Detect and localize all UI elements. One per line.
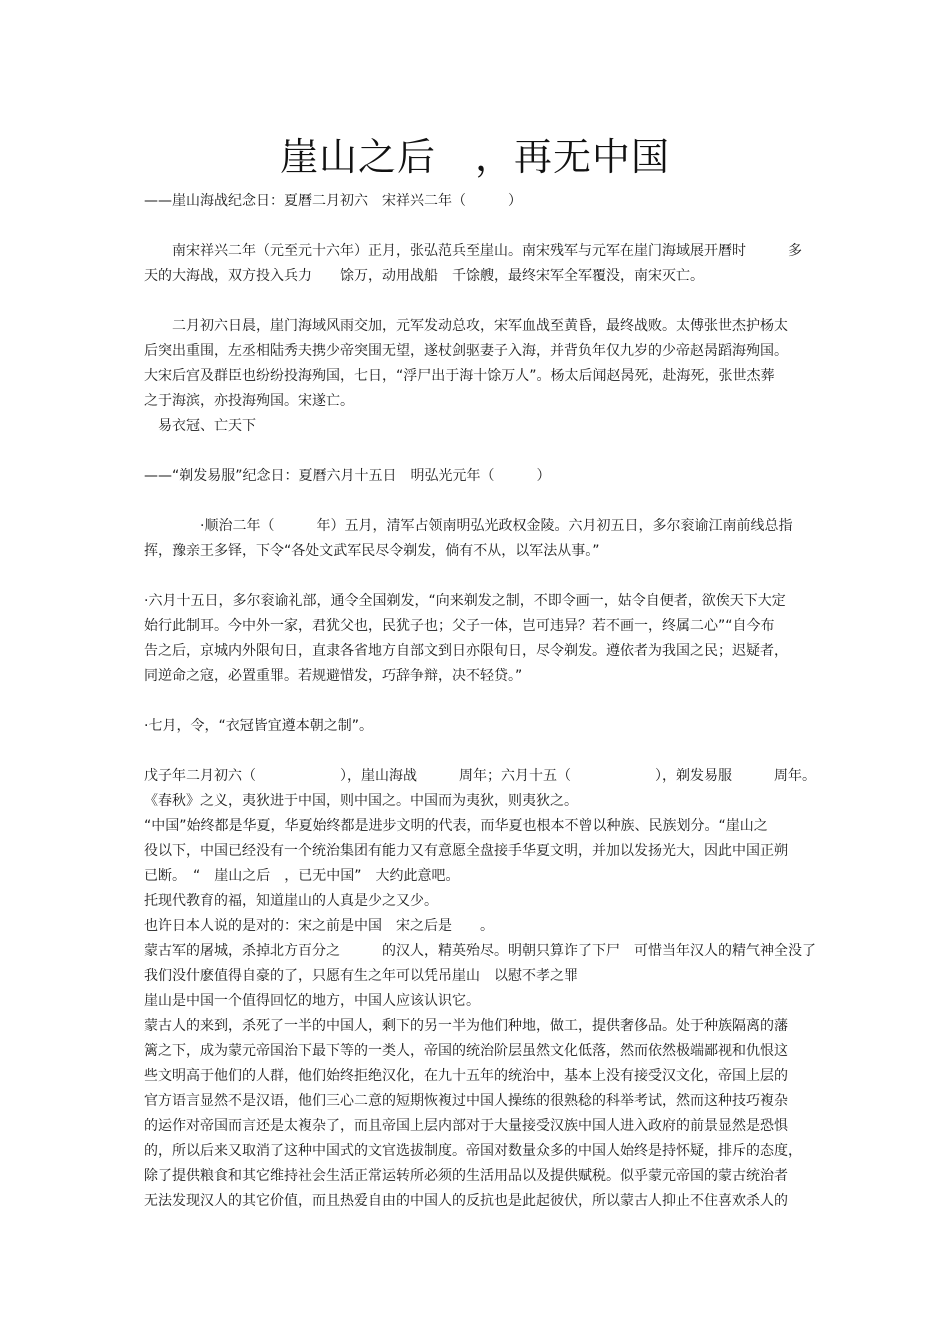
text-line: 役以下，中国已经没有一个统治集团有能力又有意愿全盘接手华夏文明，并加以发扬光大，因此中国正朔 xyxy=(144,843,788,859)
text-line: 之于海滨，亦投海殉国。宋遂亡。 xyxy=(144,393,354,409)
text-line: 告之后，京城内外限旬日，直隶各省地方自部文到日亦限旬日，尽令剃发。遵依者为我国之民；迟疑者， xyxy=(144,643,788,659)
text-line: 同逆命之寇，必置重罪。若规避惜发，巧辞争辩，决不轻贷。” xyxy=(144,668,523,684)
text-line: 挥，豫亲王多铎，下令“各处文武军民尽令剃发，倘有不从，以军法从事。” xyxy=(144,543,600,559)
text-line: ——“剃发易服”纪念日：夏曆六月十五日 明弘光元年（ ） xyxy=(144,468,551,484)
text-line: 无法发现汉人的其它价值，而且热爱自由的中国人的反抗也是此起彼伏，所以蒙古人抑止不住喜欢杀人的 xyxy=(144,1193,788,1209)
text-line: 始行此制耳。今中外一家，君犹父也，民犹子也；父子一体，岂可违异？若不画一，终属二心”“自今布 xyxy=(144,618,775,634)
text-line: 已断。 “ 崖山之后 ，已无中国” 大约此意吧。 xyxy=(144,868,460,884)
text-line: 我们没什麽值得自豪的了，只愿有生之年可以凭吊崖山 以慰不孝之罪 xyxy=(144,968,578,984)
text-line: ——崖山海战纪念日：夏曆二月初六 宋祥兴二年（ ） xyxy=(144,193,522,209)
text-line: 官方语言显然不是汉语，他们三心二意的短期恢複过中国人操练的很熟稔的科举考试，然而这种技巧複杂 xyxy=(144,1093,788,1109)
text-line: 后突出重围，左丞相陆秀夫携少帝突围无望，遂杖剑驱妻子入海，并背负年仅九岁的少帝赵昺蹈海殉国。 xyxy=(144,343,788,359)
text-line: 二月初六日晨，崖门海域风雨交加，元军发动总攻，宋军血战至黄昏，最终战败。太傅张世杰护杨太 xyxy=(144,318,788,334)
text-line: 蒙古人的来到，杀死了一半的中国人，剩下的另一半为他们种地，做工，提供奢侈品。处于种族隔离的藩 xyxy=(144,1018,788,1034)
text-line: 篱之下，成为蒙元帝国治下最下等的一类人，帝国的统治阶层虽然文化低落，然而依然极端鄙视和仇恨这 xyxy=(144,1043,788,1059)
text-line: “中国”始终都是华夏，华夏始终都是进步文明的代表，而华夏也根本不曾以种族、民族划分。“崖山之 xyxy=(144,818,768,834)
text-line: 《春秋》之义，夷狄进于中国，则中国之。中国而为夷狄，则夷狄之。 xyxy=(144,793,578,809)
text-line: 天的大海战，双方投入兵力 馀万，动用战船 千馀艘，最终宋军全军覆没，南宋灭亡。 xyxy=(144,268,704,284)
text-line: 崖山是中国一个值得回忆的地方，中国人应该认识它。 xyxy=(144,993,480,1009)
section-heading: 易衣冠、亡天下 xyxy=(144,418,256,434)
text-line: 托现代教育的福，知道崖山的人真是少之又少。 xyxy=(144,893,438,909)
text-line: ·七月，令，“衣冠皆宜遵本朝之制”。 xyxy=(144,718,373,734)
text-line: 些文明高于他们的人群，他们始终拒绝汉化，在九十五年的统治中，基本上没有接受汉文化，帝国上层的 xyxy=(144,1068,788,1084)
text-line: 南宋祥兴二年（元至元十六年）正月，张弘范兵至崖山。南宋残军与元军在崖门海域展开曆时 多 xyxy=(144,243,802,259)
text-line: 大宋后宫及群臣也纷纷投海殉国，七日，“浮尸出于海十馀万人”。杨太后闻赵昺死，赴海死，张世杰葬 xyxy=(144,368,775,384)
document-title: 崖山之后 ，再无中国 xyxy=(279,135,670,180)
text-line: 也许日本人说的是对的：宋之前是中国 宋之后是 。 xyxy=(144,918,494,934)
text-line: 的，所以后来又取消了这种中国式的文官选拔制度。帝国对数量众多的中国人始终是持怀疑，排斥的态度， xyxy=(144,1143,802,1159)
text-line: ·顺治二年（ 年）五月，清军占领南明弘光政权金陵。六月初五日，多尔衮谕江南前线总指 xyxy=(144,518,793,534)
text-line: 戊子年二月初六（ ），崖山海战 周年；六月十五（ ），剃发易服 周年。 xyxy=(144,768,816,784)
text-line: 蒙古军的屠城，杀掉北方百分之 的汉人，精英殆尽。明朝只算诈了下尸 可惜当年汉人的精气神全没了 xyxy=(144,943,816,959)
text-line: 的运作对帝国而言还是太複杂了，而且帝国上层内部对于大量接受汉族中国人进入政府的前景显然是恐惧 xyxy=(144,1118,788,1134)
text-line: 除了提供粮食和其它维持社会生活正常运转所必须的生活用品以及提供赋税。似乎蒙元帝国的蒙古统治者 xyxy=(144,1168,788,1184)
text-line: ·六月十五日，多尔衮谕礼部，通令全国剃发，“向来剃发之制，不即令画一，姑令自便者，欲俟天下大定 xyxy=(144,593,786,609)
